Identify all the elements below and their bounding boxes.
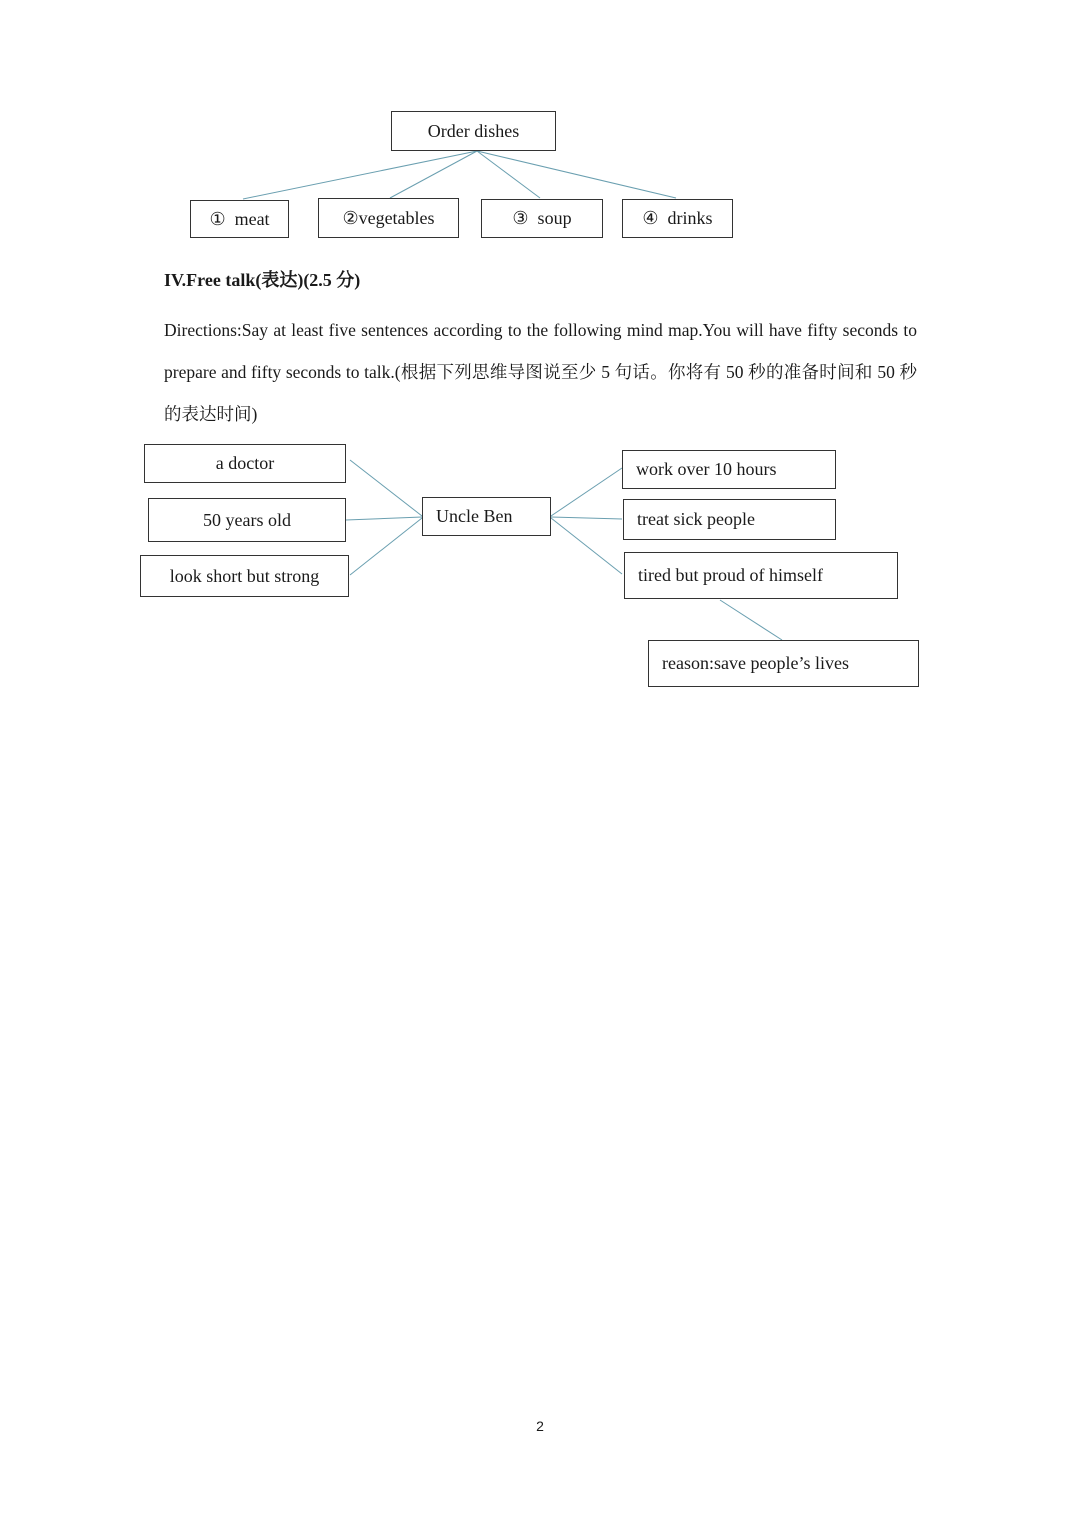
node-label: tired but proud of himself bbox=[638, 565, 823, 585]
mind-map-node-drinks bbox=[622, 199, 733, 238]
node-label: look short but strong bbox=[169, 565, 320, 586]
mind-map-node-reason bbox=[648, 640, 919, 687]
connector-line bbox=[551, 518, 622, 574]
section-heading: IV.Free talk(表达)(2.5 分) bbox=[164, 270, 361, 290]
connector-line bbox=[390, 151, 477, 198]
node-label: ① meat bbox=[209, 208, 270, 229]
connector-line bbox=[243, 151, 477, 199]
mind-map-node-treat-sick-people bbox=[623, 499, 836, 540]
mind-map-center-uncle-ben bbox=[422, 497, 551, 536]
node-label: ③ soup bbox=[512, 208, 572, 228]
connector-line bbox=[477, 151, 540, 198]
connector-line bbox=[346, 517, 422, 520]
mind-map-node-meat bbox=[190, 200, 289, 238]
directions-paragraph: Directions:Say at least five sentences according to the following mind map.You will have fifty seconds to prepare and fifty seconds to talk.(根据下列思维导图说至少 5 句话。你将有 50 秒的准备时间和 50 秒的表达时间) bbox=[164, 320, 917, 424]
node-label: treat sick people bbox=[637, 509, 755, 529]
mind-map-node-work-hours bbox=[622, 450, 836, 489]
node-label: 50 years old bbox=[203, 509, 291, 530]
connector-line bbox=[350, 460, 422, 516]
page-number: 2 bbox=[536, 1418, 544, 1434]
mind-map-node-vegetables bbox=[318, 198, 459, 238]
node-label: Order dishes bbox=[427, 120, 520, 141]
node-label: Uncle Ben bbox=[436, 506, 513, 526]
connector-line bbox=[477, 151, 676, 198]
mind-map-node-a-doctor bbox=[144, 444, 346, 483]
node-label: a doctor bbox=[215, 453, 275, 473]
node-label: reason:save people’s lives bbox=[662, 653, 849, 673]
mind-map-node-soup bbox=[481, 199, 603, 238]
mind-map-node-tired-but-proud bbox=[624, 552, 898, 599]
node-label: work over 10 hours bbox=[636, 459, 777, 479]
mind-map-node-age bbox=[148, 498, 346, 542]
mind-map-root-order-dishes bbox=[391, 111, 556, 151]
connector-line bbox=[551, 468, 622, 516]
node-label: ②vegetables bbox=[342, 207, 435, 228]
connector-line bbox=[720, 600, 782, 640]
mind-map-node-appearance bbox=[140, 555, 349, 597]
node-label: ④ drinks bbox=[642, 208, 713, 228]
connector-line bbox=[350, 518, 422, 575]
connector-line bbox=[551, 517, 622, 519]
